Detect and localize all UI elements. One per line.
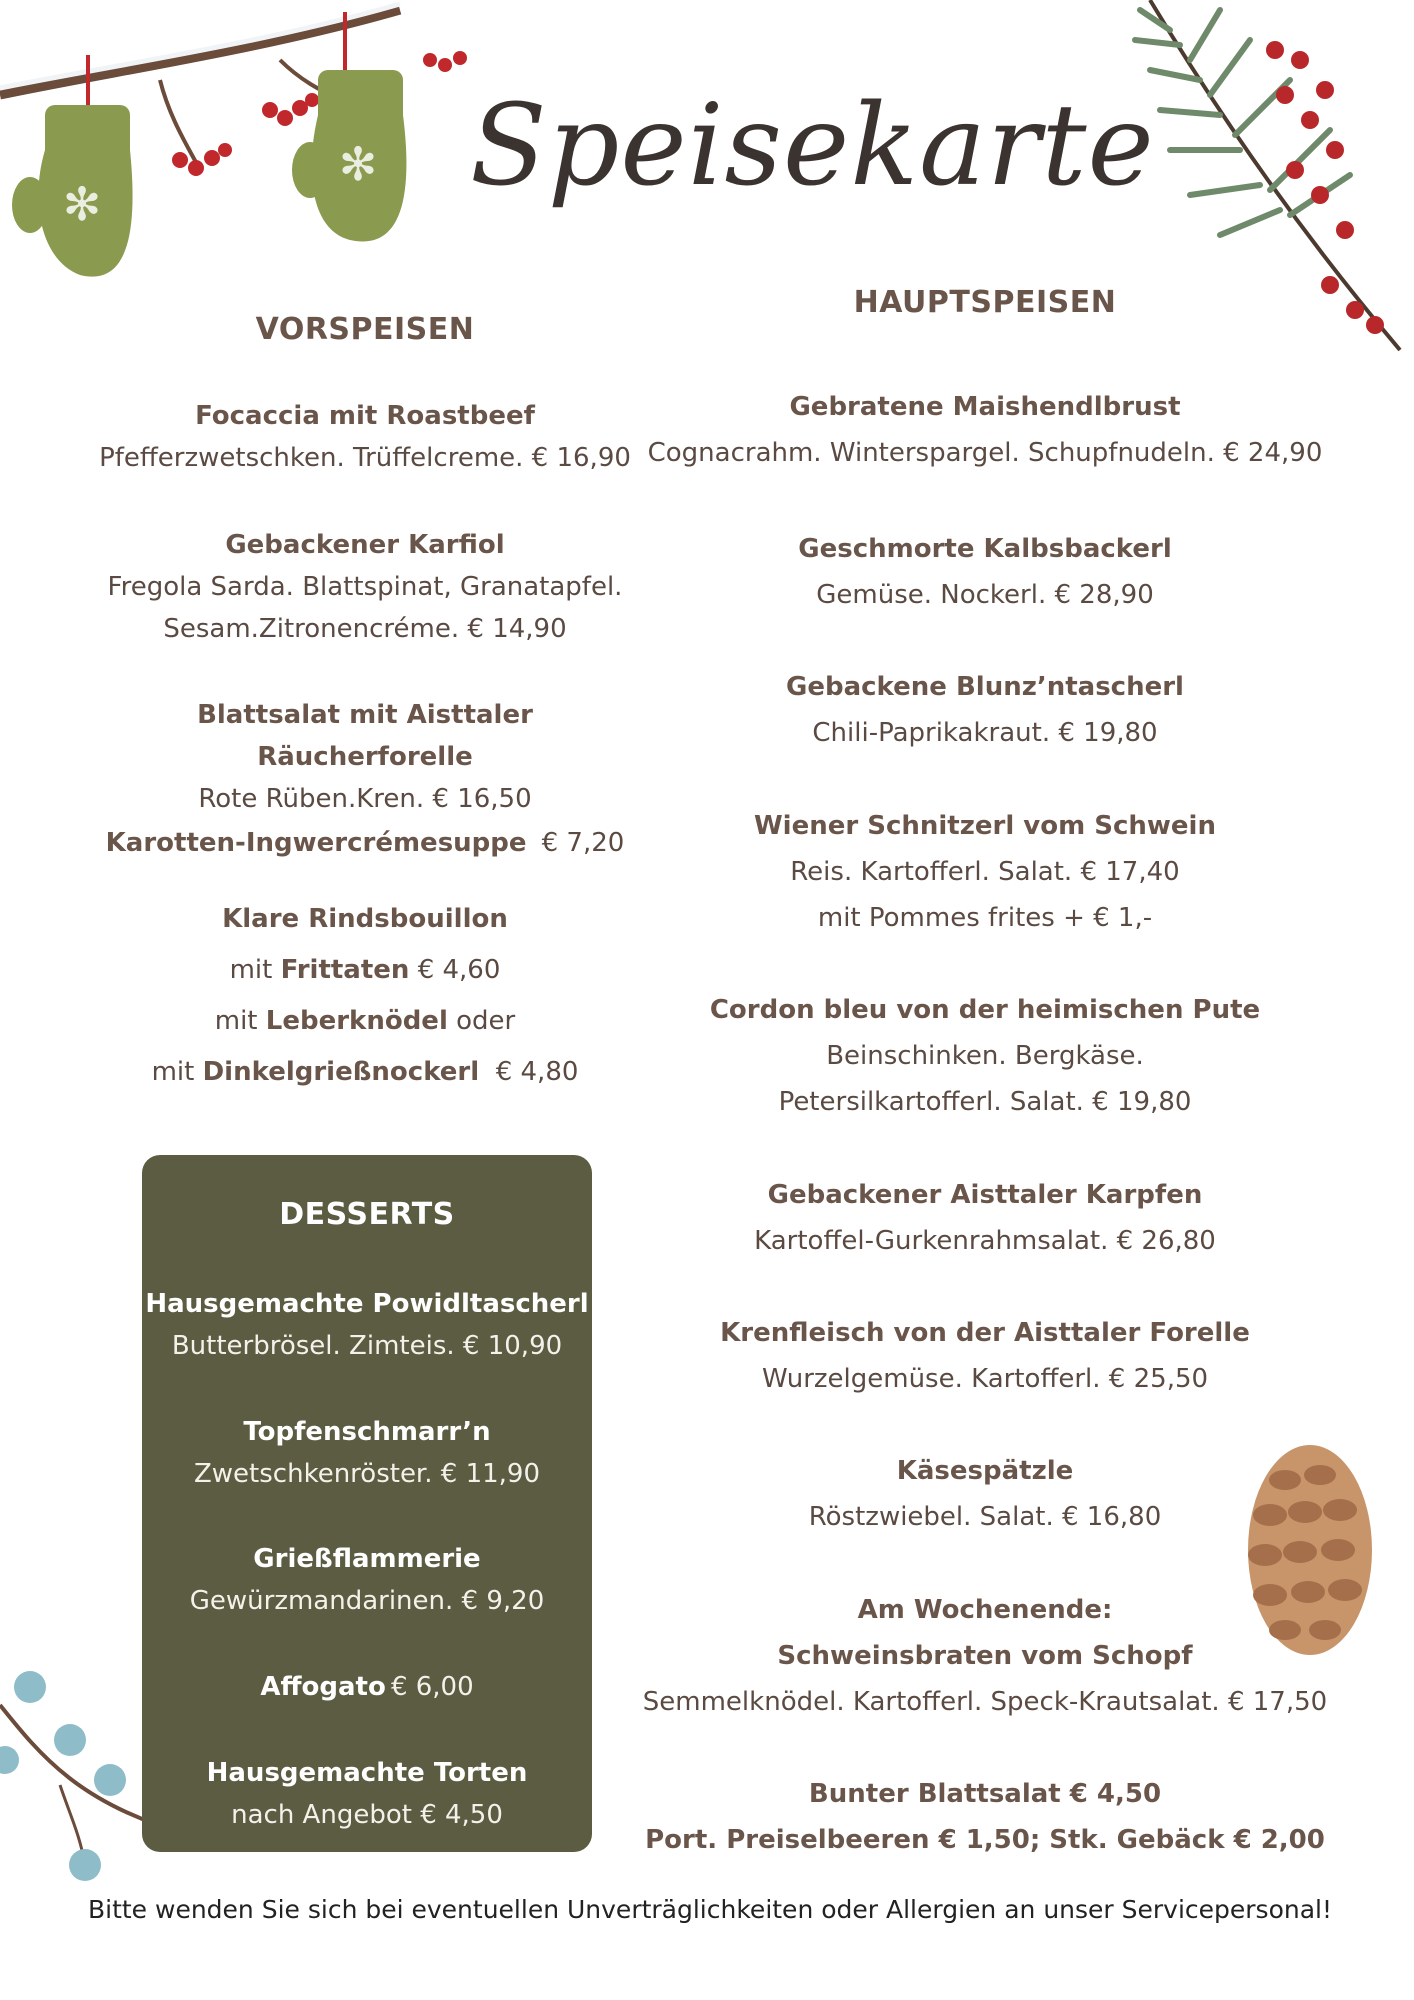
dish-name: Port. Preiselbeeren € 1,50; Stk. Gebäck € 2,00: [645, 1825, 1325, 1855]
dish-description: Cognacrahm. Winterspargel. Schupfnudeln. € 24,90: [647, 438, 1323, 468]
dish-name: Karotten-Ingwercrémesuppe: [105, 828, 527, 858]
dish-description: Fregola Sarda. Blattspinat, Granatapfel.: [107, 572, 623, 602]
pine-branch-with-berries-illustration: [1130, 0, 1414, 380]
dish-description: Zwetschkenröster. € 11,90: [193, 1459, 541, 1489]
dish-name: Blattsalat mit Aisttaler Räucherforelle: [197, 700, 533, 772]
dish-name: Hausgemachte Torten: [206, 1758, 528, 1788]
dish-description: Röstzwiebel. Salat. € 16,80: [808, 1502, 1162, 1532]
menu-title: Speisekarte: [470, 81, 1155, 211]
dish-focaccia: [95, 395, 635, 479]
dish-price: € 6,00: [390, 1672, 474, 1702]
dish-description: Kartoffel-Gurkenrahmsalat. € 26,80: [754, 1226, 1216, 1256]
dish-description: mit Pommes frites + € 1,-: [817, 903, 1153, 933]
dish-description: Gewürzmandarinen. € 9,20: [189, 1586, 545, 1616]
branch-with-mittens-illustration: [0, 0, 520, 300]
dish-name: Grießflammerie: [253, 1544, 481, 1574]
dish-karfiol: [95, 524, 635, 650]
svg-text:✻: ✻: [62, 177, 102, 231]
dessert-topfenschmarrn: [142, 1411, 592, 1495]
dish-name: Hausgemachte Powidltascherl: [145, 1289, 589, 1319]
dish-kaesespaetzle: [600, 1450, 1370, 1538]
dish-name: Wiener Schnitzerl vom Schwein: [754, 811, 1216, 841]
dish-name: Klare Rindsbouillon: [222, 904, 508, 934]
dish-blattsalat-forelle: [95, 694, 635, 820]
dish-price: € 7,20: [541, 828, 625, 858]
dish-option: mit Dinkelgrießnockerl € 4,80: [151, 1057, 579, 1087]
dessert-griessflammerie: [142, 1538, 592, 1622]
dish-krenfleisch: [600, 1312, 1370, 1400]
dish-description: Reis. Kartofferl. Salat. € 17,40: [790, 857, 1180, 887]
dish-name: Focaccia mit Roastbeef: [195, 401, 535, 431]
dish-description: Sesam.Zitronencréme. € 14,90: [163, 614, 567, 644]
hauptspeisen-heading: HAUPTSPEISEN: [853, 285, 1117, 320]
dish-description: Petersilkartofferl. Salat. € 19,80: [778, 1087, 1192, 1117]
dish-karpfen: [600, 1174, 1370, 1262]
dish-kalbsbackerl: [600, 528, 1370, 616]
dish-name: Schweinsbraten vom Schopf: [777, 1641, 1193, 1671]
dish-extras: [600, 1773, 1370, 1861]
dish-name: Bunter Blattsalat € 4,50: [808, 1779, 1162, 1809]
dish-name: Am Wochenende:: [857, 1595, 1113, 1625]
dish-description: Wurzelgemüse. Kartofferl. € 25,50: [761, 1364, 1209, 1394]
dish-option: mit Frittaten € 4,60: [229, 955, 501, 985]
dish-name: Gebratene Maishendlbrust: [789, 392, 1181, 422]
dessert-torten: [142, 1752, 592, 1836]
dish-description: Gemüse. Nockerl. € 28,90: [816, 580, 1154, 610]
dish-name: Affogato: [260, 1672, 386, 1702]
vorspeisen-heading: VORSPEISEN: [255, 312, 475, 347]
dish-rindsbouillon: [95, 898, 635, 1093]
dish-schnitzerl: [600, 805, 1370, 939]
dish-schweinsbraten: [600, 1589, 1370, 1723]
dish-name: Geschmorte Kalbsbackerl: [798, 534, 1172, 564]
dish-name: Gebackene Blunz’ntascherl: [786, 672, 1184, 702]
dish-description: nach Angebot € 4,50: [231, 1800, 503, 1830]
dish-description: Rote Rüben.Kren. € 16,50: [198, 784, 532, 814]
desserts-panel: [142, 1155, 592, 1852]
dish-name: Cordon bleu von der heimischen Pute: [709, 995, 1261, 1025]
dish-blunzntascherl: [600, 666, 1370, 754]
dish-name: Käsespätzle: [896, 1456, 1074, 1486]
allergy-notice: Bitte wenden Sie sich bei eventuellen Unverträglichkeiten oder Allergien an unser Servicepersonal!: [87, 1895, 1333, 1924]
svg-text:✻: ✻: [338, 137, 378, 191]
dish-description: Pfefferzwetschken. Trüffelcreme. € 16,90: [99, 443, 631, 473]
dish-option: mit Leberknödel oder: [214, 1006, 516, 1036]
dish-maishendlbrust: [600, 386, 1370, 474]
dish-karottensuppe: [95, 822, 635, 864]
dish-description: Beinschinken. Bergkäse.: [826, 1041, 1144, 1071]
dish-cordon-bleu: [600, 989, 1370, 1123]
dish-name: Krenfleisch von der Aisttaler Forelle: [720, 1318, 1250, 1348]
dessert-powidltascherl: [142, 1283, 592, 1367]
dish-name: Topfenschmarr’n: [243, 1417, 491, 1447]
desserts-heading: DESSERTS: [279, 1197, 455, 1232]
dessert-affogato: [142, 1666, 592, 1708]
dish-description: Semmelknödel. Kartofferl. Speck-Krautsalat. € 17,50: [642, 1687, 1328, 1717]
dish-description: Butterbrösel. Zimteis. € 10,90: [171, 1331, 563, 1361]
dish-description: Chili-Paprikakraut. € 19,80: [812, 718, 1158, 748]
dish-name: Gebackener Karfiol: [225, 530, 505, 560]
dish-name: Gebackener Aisttaler Karpfen: [767, 1180, 1203, 1210]
